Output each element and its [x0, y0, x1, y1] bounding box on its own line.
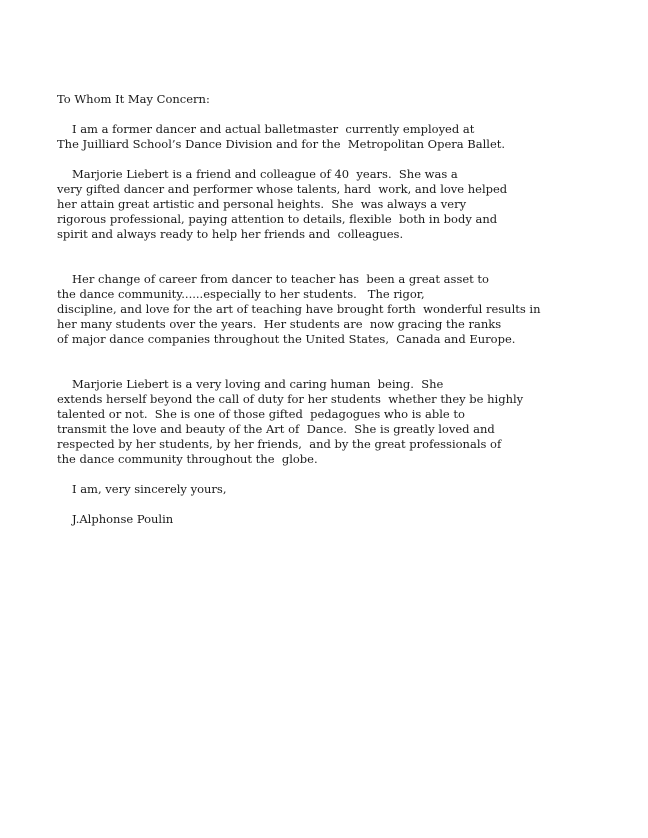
paragraph-line: rigorous professional, paying attention to details, flexible both in body and [57, 212, 498, 226]
spacer [57, 497, 527, 512]
paragraph-line: very gifted dancer and performer whose talents, hard work, and love helped [57, 182, 508, 196]
spacer [57, 467, 527, 482]
paragraph-intro [57, 122, 527, 152]
paragraph-career [57, 272, 541, 347]
spacer [57, 107, 527, 122]
letter-body [57, 92, 541, 527]
paragraph-line: her attain great artistic and personal heights. She was always a very [57, 197, 467, 211]
paragraph-line: transmit the love and beauty of the Art of Dance. She is greatly loved and [57, 422, 495, 436]
spacer [57, 152, 527, 167]
paragraph-line: spirit and always ready to help her friends and colleagues. [57, 227, 404, 241]
spacer [57, 242, 527, 257]
paragraph-line: her many students over the years. Her students are now gracing the ranks [57, 317, 502, 331]
signature-name: J.Alphonse Poulin [72, 512, 174, 526]
closing: I am, very sincerely yours, [72, 482, 227, 496]
spacer [57, 362, 527, 377]
paragraph-line: The Juilliard School’s Dance Division and for the Metropolitan Opera Ballet. [57, 137, 506, 151]
paragraph-line: discipline, and love for the art of teaching have brought forth wonderful results in [57, 302, 541, 316]
spacer [57, 347, 527, 362]
paragraph-line: Marjorie Liebert is a friend and colleague of 40 years. She was a [72, 167, 458, 181]
paragraph-line: the dance community throughout the globe. [57, 452, 318, 466]
paragraph-line: talented or not. She is one of those gifted pedagogues who is able to [57, 407, 465, 421]
paragraph-line: I am a former dancer and actual balletmaster currently employed at [72, 122, 475, 136]
paragraph-line: Her change of career from dancer to teacher has been a great asset to [72, 272, 489, 286]
paragraph-line: extends herself beyond the call of duty for her students whether they be highly [57, 392, 524, 406]
paragraph-line: Marjorie Liebert is a very loving and caring human being. She [72, 377, 444, 391]
paragraph-line: respected by her students, by her friends, and by the great professionals of [57, 437, 502, 451]
paragraph-line: of major dance companies throughout the United States, Canada and Europe. [57, 332, 516, 346]
paragraph-friendship [57, 167, 527, 242]
salutation: To Whom It May Concern: [57, 92, 210, 106]
paragraph-line: the dance community......especially to her students. The rigor, [57, 287, 425, 301]
paragraph-character [57, 377, 527, 467]
spacer [57, 257, 527, 272]
